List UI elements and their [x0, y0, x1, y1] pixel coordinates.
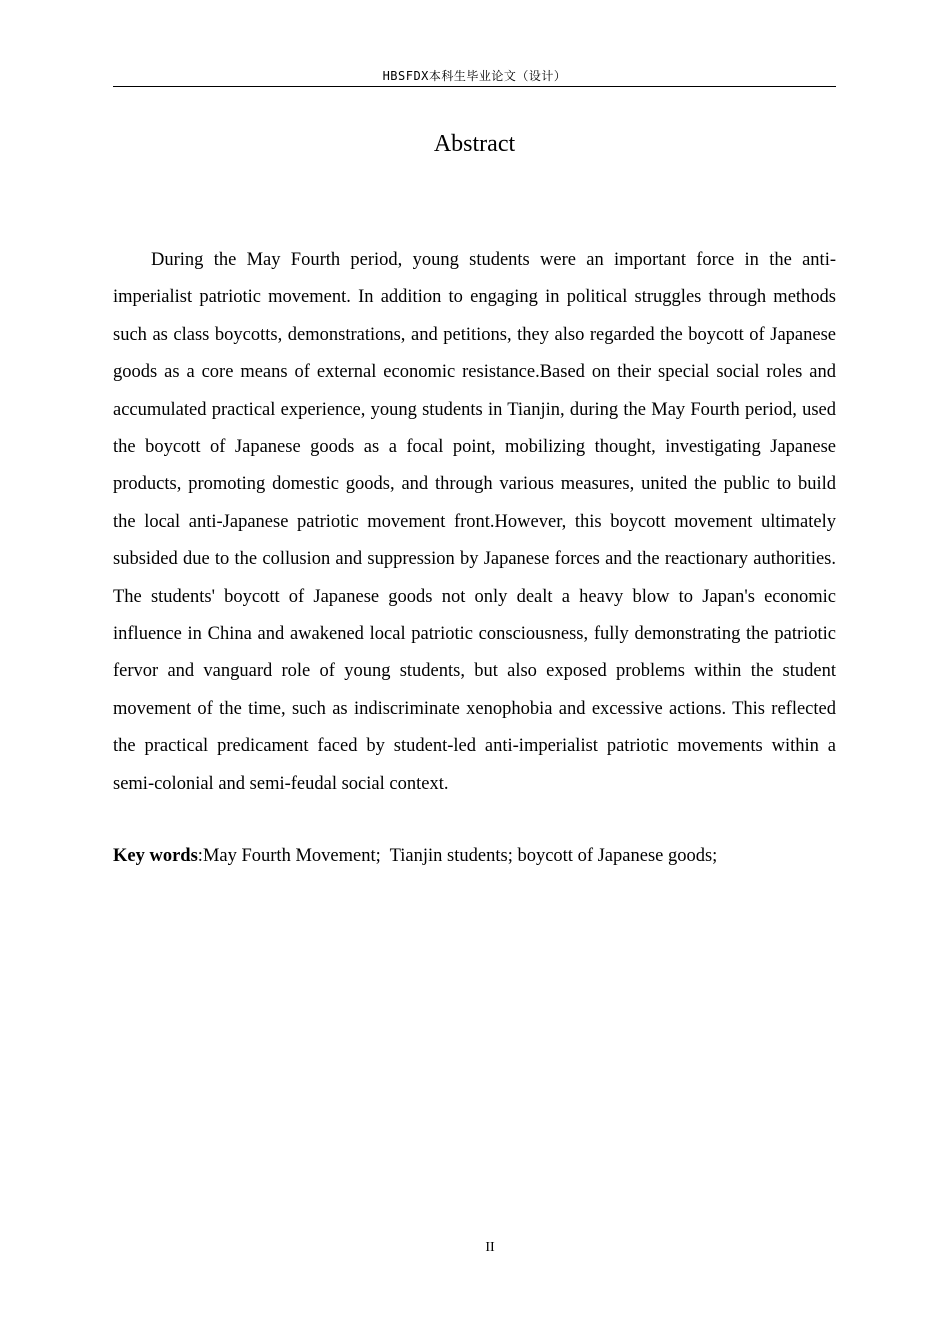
page-header: HBSFDX本科生毕业论文（设计） [113, 66, 836, 87]
keywords-label: Key words [113, 846, 198, 866]
keywords-line [113, 839, 836, 873]
keywords-value: May Fourth Movement; Tianjin students; boycott of Japanese goods; [202, 846, 718, 866]
page-number: II [485, 1240, 495, 1255]
keywords-separator: : [197, 846, 203, 866]
abstract-body: During the May Fourth period, young students were an important force in the anti-imperialist patriotic movement. In addition to engaging in political struggles through methods such as class boycotts, demonstrations, and petitions, they also regarded the boycott of Japanese goods as a core means of external economic resistance.Based on their special social roles and accumulated practical experience, young students in Tianjin, during the May Fourth period, used the boycott of Japanese goods as a focal point, mobilizing thought, investigating Japanese products, promoting domestic goods, and through various measures, united the public to build the local anti-Japanese patriotic movement front.However, this boycott movement ultimately subsided due to the collusion and suppression by Japanese forces and the reactionary authorities. The students' boycott of Japanese goods not only dealt a heavy blow to Japan's economic influence in China and awakened local patriotic consciousness, fully demonstrating the patriotic fervor and vanguard role of young students, but also exposed problems within the student movement of the time, such as indiscriminate xenophobia and excessive actions. This reflected the practical predicament faced by student-led anti-imperialist patriotic movements within a semi-colonial and semi-feudal social context. [113, 250, 836, 794]
page-title: Abstract [433, 131, 516, 157]
